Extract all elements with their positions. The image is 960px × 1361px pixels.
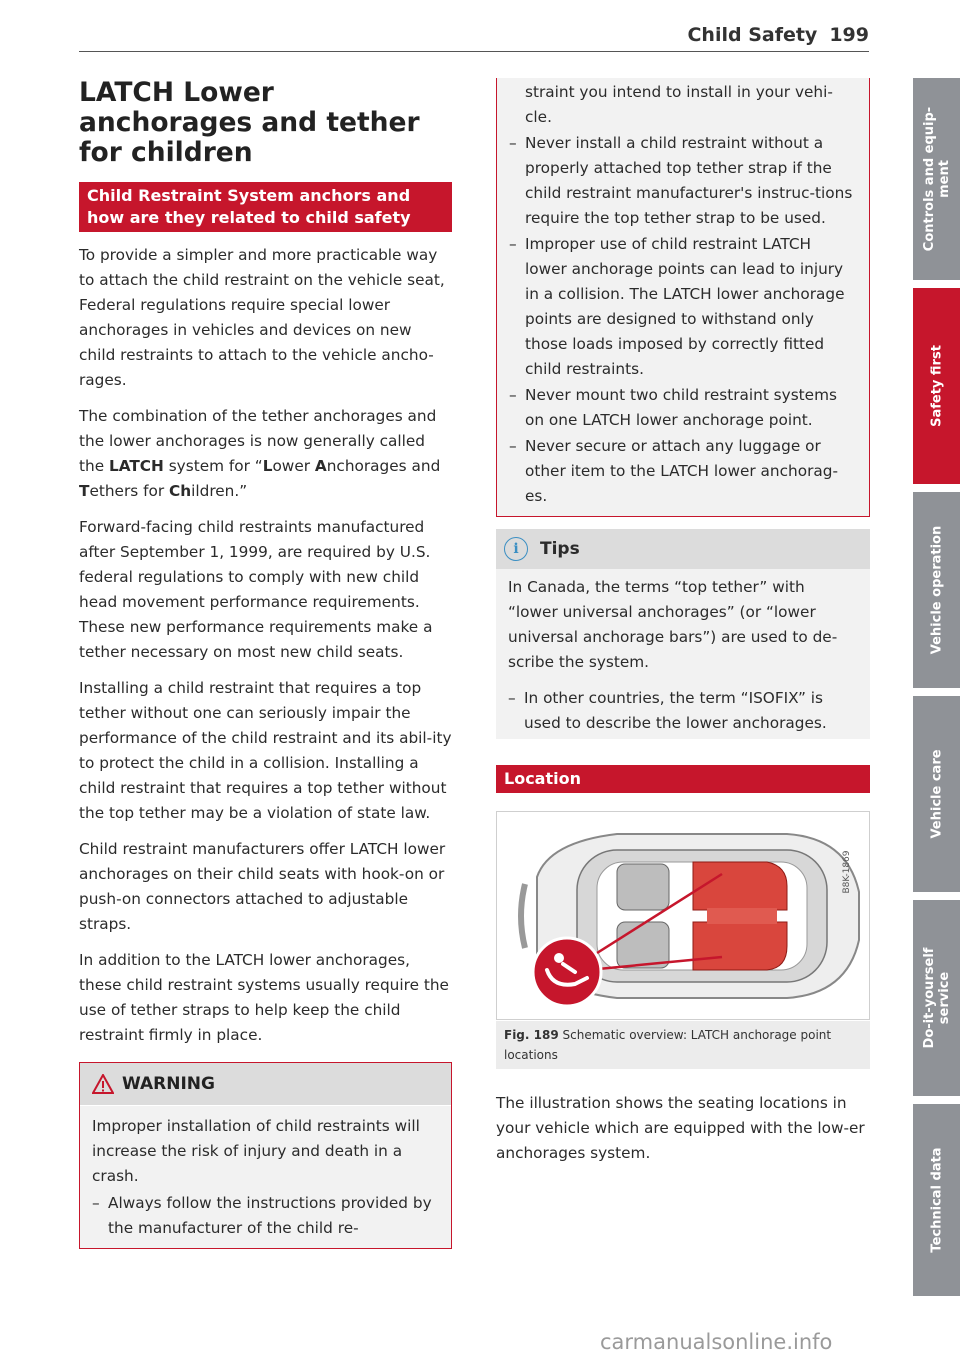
header-rule [79,51,869,52]
subheading-bar: Child Restraint System anchors and how are they related to child safety [79,182,452,232]
right-column [496,78,870,1177]
watermark: carmanualsonline.info [600,1330,833,1354]
tips-header [496,529,870,569]
tips-box [496,529,870,739]
warning-item: – Improper use of child restraint LATCH lower anchorage points can lead to injury in a collision. The LATCH lower anchorage points are designed to withstand only those loads imposed by correctly fitted child restraints. [509,232,857,382]
paragraph-2: The combination of the tether anchorages and the lower anchorages is now generally called the LATCH system for “Lower Anchorages and Tethers for Children.” [79,407,441,500]
left-column [79,78,452,1249]
figure-caption-text: Schematic overview: LATCH anchorage point locations [504,1028,832,1062]
warning-list [92,1191,439,1241]
paragraph-1: To provide a simpler and more practicable way to attach the child restraint on the vehicle seat, Federal regulations require special lower anchorages in vehicles and devices on new child restraints to attach to the vehicle ancho-rages. [79,246,445,389]
tab-controls-and-equipment[interactable]: Controls and equip- ment [913,78,960,280]
chapter-title: Child Safety [687,24,818,46]
page-number: 199 [829,24,869,46]
tab-safety-first[interactable]: Safety first [913,288,960,484]
warning-item: – Never secure or attach any luggage or other item to the LATCH lower anchorag-es. [509,434,857,509]
tab-vehicle-care[interactable]: Vehicle care [913,696,960,892]
warning-box [79,1062,452,1249]
section-title: LATCH Lower anchorages and tether for children [79,77,420,168]
warning-continued-list [509,131,857,509]
paragraph-3: Forward-facing child restraints manufactured after September 1, 1999, are required by U.S. federal regulations to comply with new child head movement performance requirements. These new performance requirements make a tether necessary on most new child seats. [79,518,433,661]
tips-text: In Canada, the terms “top tether” with “lower universal anchorages” (or “lower universal anchorage bars”) are used to de-scribe the system. [508,578,838,671]
warning-item: – Always follow the instructions provided by the manufacturer of the child re- [92,1191,439,1241]
tab-technical-data[interactable]: Technical data [913,1104,960,1296]
running-head [600,24,869,46]
paragraph-6: In addition to the LATCH lower anchorages, these child restraint systems usually require the use of tether straps to help keep the child restraint firmly in place. [79,951,449,1044]
info-icon: i [504,537,528,561]
warning-item: – Never install a child restraint without a properly attached top tether strap if the child restraint manufacturer's instruc-tions require the top tether strap to be used. [509,131,857,231]
paragraph-4: Installing a child restraint that requires a top tether without one can seriously impair the performance of the child restraint and its abil-ity to protect the child in a collision. Installing a child restraint that requires a top tether without the top tether may be a violation of state law. [79,679,452,822]
tips-list [508,686,858,736]
tab-vehicle-operation[interactable]: Vehicle operation [913,492,960,688]
warning-continued-box [496,78,870,517]
warning-intro: Improper installation of child restraints will increase the risk of injury and death in a crash. [92,1117,420,1185]
warning-label: WARNING [122,1074,215,1094]
car-overview-illustration [497,812,869,1019]
warning-header [80,1063,451,1106]
figure-caption [496,1021,870,1069]
paragraph-5: Child restraint manufacturers offer LATCH lower anchorages on their child seats with hook-on or push-on connectors attached to adjustable straps. [79,840,446,933]
location-heading: Location [496,765,870,793]
tab-do-it-yourself-service[interactable]: Do-it-yourself service [913,900,960,1096]
figure-189 [496,811,870,1020]
warning-continued-text: straint you intend to install in your vehi-cle. [525,83,833,126]
tips-label: Tips [540,539,580,559]
figure-code: B8K-1869 [842,850,852,894]
figure-label: Fig. 189 [504,1028,559,1042]
paragraph-after-figure: The illustration shows the seating locations in your vehicle which are equipped with the low-er anchorages system. [496,1094,865,1162]
warning-item: – Never mount two child restraint systems on one LATCH lower anchorage point. [509,383,857,433]
tips-item: – In other countries, the term “ISOFIX” is used to describe the lower anchorages. [508,686,858,736]
warning-triangle-icon [92,1074,114,1094]
